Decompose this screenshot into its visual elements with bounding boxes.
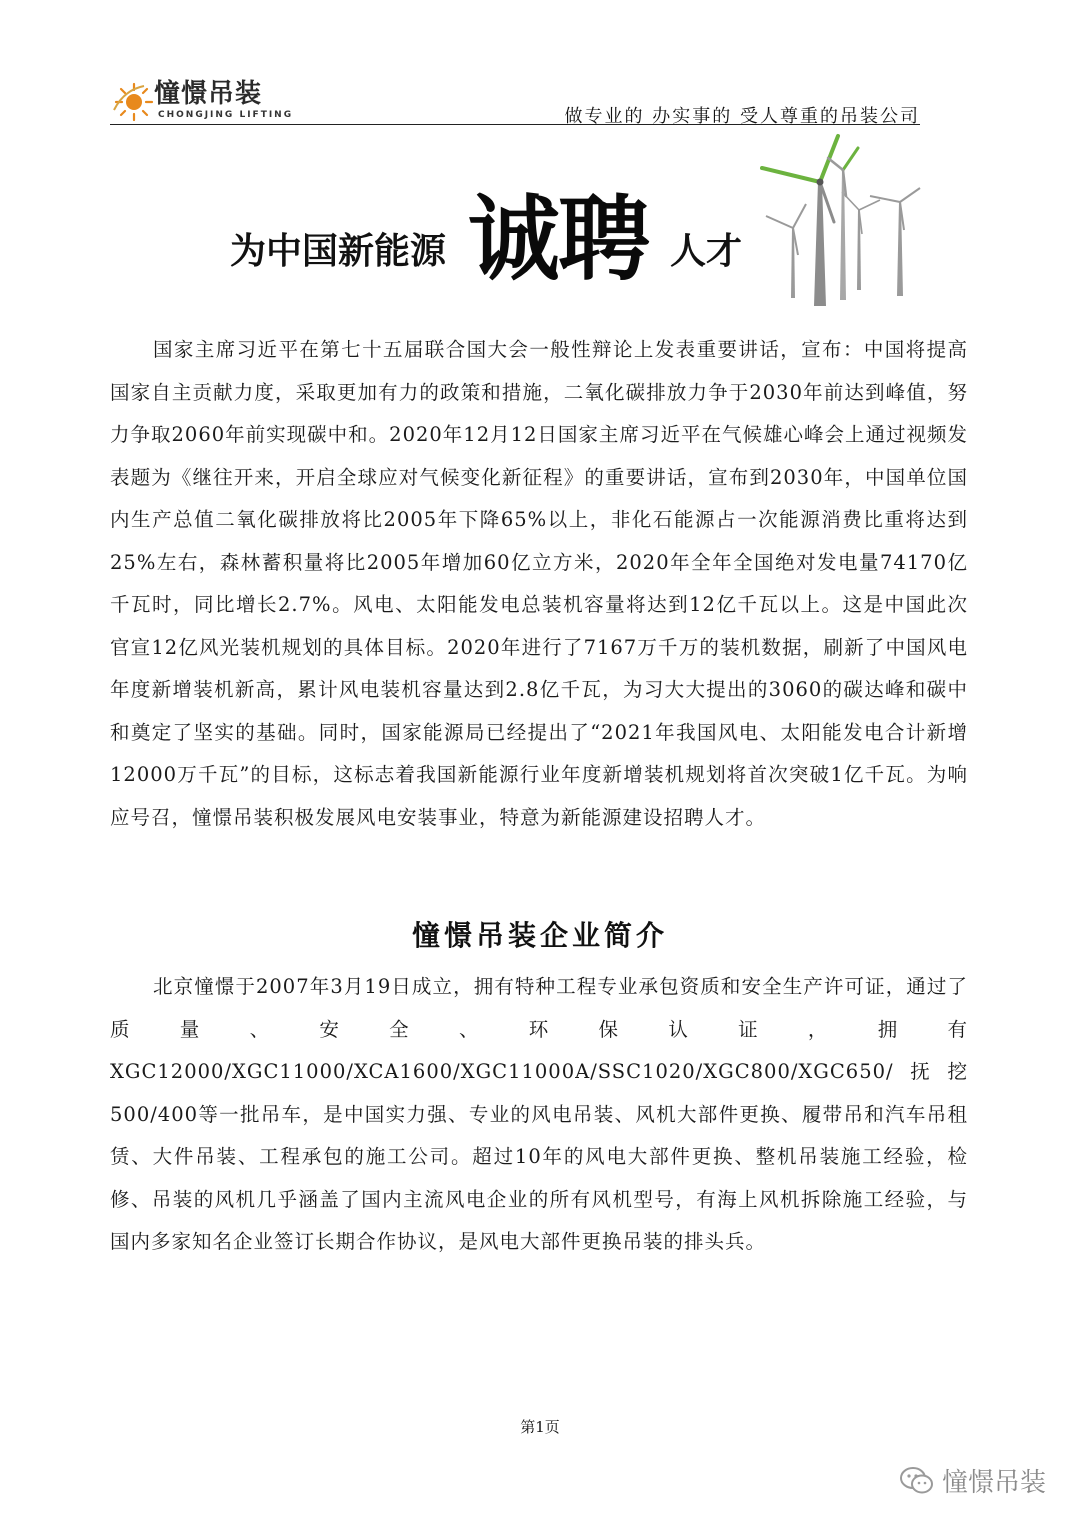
recruit-headline — [230, 178, 770, 293]
wind-turbine-icon — [758, 130, 928, 308]
sun-logo-icon — [110, 80, 154, 122]
intro-paragraph: 国家主席习近平在第七十五届联合国大会一般性辩论上发表重要讲话，宣布：中国将提高国家自主贡献力度，采取更加有力的政策和措施，二氧化碳排放力争于2030年前达到峰值，努力争取2060年前实现碳中和。2020年12月12日国家主席习近平在气候雄心峰会上通过视频发表题为《继往开来，开启全球应对气候变化新征程》的重要讲话，宣布到2030年，中国单位国内生产总值二氧化碳排放将比2005年下降65%以上，非化石能源占一次能源消费比重将达到25%左右，森林蓄积量将比2005年增加60亿立方米，2020年全年全国绝对发电量74170亿千瓦时，同比增长2.7%。风电、太阳能发电总装机容量将达到12亿千瓦以上。这是中国此次官宣12亿风光装机规划的具体目标。2020年进行了7167万千万的装机数据，刷新了中国风电年度新增装机新高，累计风电装机容量达到2.8亿千瓦，为习大大提出的3060的碳达峰和碳中和奠定了坚实的基础。同时，国家能源局已经提出了“2021年我国风电、太阳能发电合计新增12000万千瓦”的目标，这标志着我国新能源行业年度新增装机规划将首次突破1亿千瓦。为响应号召，憧憬吊装积极发展风电安装事业，特意为新能源建设招聘人才。 — [110, 338, 968, 829]
wechat-icon — [900, 1466, 934, 1496]
logo-english-name: CHONGJING LIFTING — [158, 110, 294, 120]
page-header — [110, 78, 920, 126]
watermark-text: 憧憬吊装 — [941, 1468, 1046, 1498]
company-profile-paragraph: 北京憧憬于2007年3月19日成立，拥有特种工程专业承包资质和安全生产许可证，通过了质量、安全、环保认证，拥有XGC12000/XGC11000/XCA1600/XGC11000A/SSC1020/XGC800/XGC650/抚挖500/400等一批吊车，是中国实力强、专业的风电吊装、风机大部件更换、履带吊和汽车吊租赁、大件吊装、工程承包的施工公司。超过10年的风电大部件更换、整机吊装施工经验，检修、吊装的风机几乎涵盖了国内主流风电企业的所有风机型号，有海上风机拆除施工经验，与国内多家知名企业签订长期合作协议，是风电大部件更换吊装的排头兵。 — [110, 975, 968, 1253]
headline-emphasis: 诚聘 — [468, 186, 649, 293]
page-number: 第1页 — [520, 1418, 560, 1436]
logo-chinese-name: 憧憬吊装 — [154, 79, 263, 109]
headline-lead: 为中国新能源 — [230, 231, 447, 272]
wechat-watermark — [900, 1462, 1046, 1499]
section-title: 憧憬吊装企业简介 — [411, 919, 668, 952]
company-logo — [110, 78, 300, 124]
header-divider — [110, 124, 920, 125]
headline-tail: 人才 — [670, 231, 743, 272]
company-slogan: 做专业的 办实事的 受人尊重的吊装公司 — [564, 106, 920, 127]
